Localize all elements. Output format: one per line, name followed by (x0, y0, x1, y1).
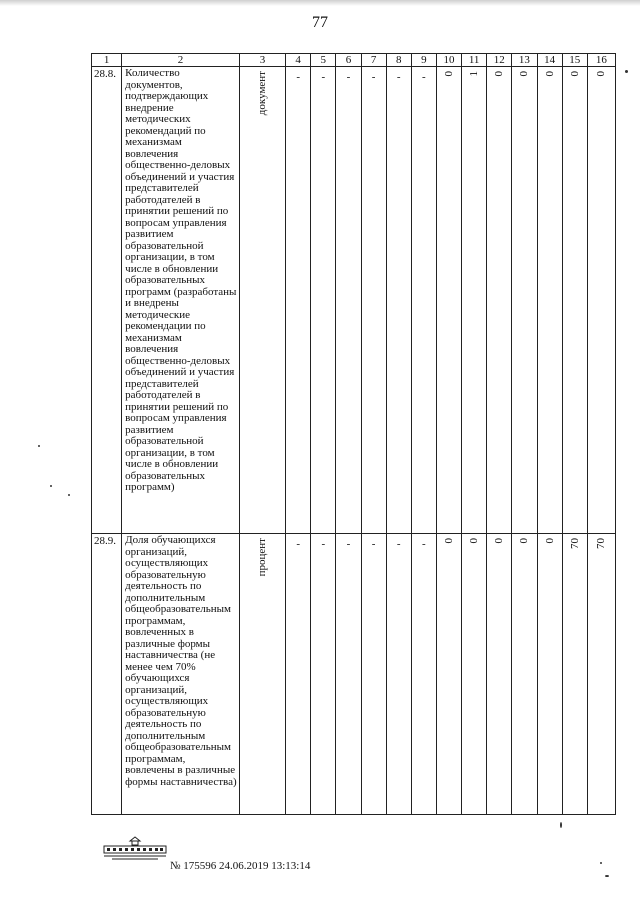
column-header: 14 (537, 54, 562, 67)
column-header: 13 (512, 54, 537, 67)
value-cell (562, 67, 587, 534)
row-unit: документ (256, 71, 269, 116)
value-cell (537, 534, 562, 815)
row-value: - (371, 538, 376, 550)
scan-speck (68, 494, 70, 496)
column-header: 2 (122, 54, 240, 67)
column-header: 10 (436, 54, 461, 67)
column-header: 4 (286, 54, 311, 67)
value-cell (462, 67, 487, 534)
unit-cell (239, 67, 285, 534)
value-cell (587, 67, 615, 534)
column-header: 16 (587, 54, 615, 67)
row-number: 28.8. (92, 67, 122, 534)
row-value: 0 (468, 538, 481, 544)
scan-speck (50, 485, 52, 487)
column-header: 12 (487, 54, 512, 67)
value-cell (386, 534, 411, 815)
row-value: - (346, 71, 351, 83)
row-value: - (371, 71, 376, 83)
value-cell (286, 67, 311, 534)
column-header: 15 (562, 54, 587, 67)
value-cell (462, 534, 487, 815)
value-cell (436, 67, 461, 534)
row-description: Количество документов, подтверждающих внедрение методических рекомендаций по механизмам вовлечения общественно-деловых объединений и участия представителей работодателей в принятии решений по вопросам управления развитием образовательной организации, в том числе в обновлении образовательных программ (разработаны и внедрены методические рекомендации по механизмам вовлечения общественно-деловых объединений и участия представителей работодателей в принятии решений по вопросам управления развитием образовательной организации, в том числе в обновлении образовательных программ) (122, 67, 240, 534)
row-value: 0 (518, 538, 531, 544)
value-cell (336, 534, 361, 815)
row-value: 70 (595, 538, 608, 549)
value-cell (487, 534, 512, 815)
data-table (91, 53, 616, 815)
table-row (92, 534, 616, 815)
column-header: 1 (92, 54, 122, 67)
value-cell (286, 534, 311, 815)
value-cell (587, 534, 615, 815)
value-cell (411, 67, 436, 534)
scan-speck (38, 445, 40, 447)
value-cell (512, 67, 537, 534)
footer-emblem (102, 835, 168, 863)
row-value: 0 (595, 71, 608, 77)
row-value: - (321, 538, 326, 550)
unit-cell (239, 534, 285, 815)
row-value: 0 (443, 71, 455, 77)
value-cell (361, 534, 386, 815)
row-value: 0 (568, 71, 581, 77)
value-cell (487, 67, 512, 534)
column-header: 11 (462, 54, 487, 67)
value-cell (537, 67, 562, 534)
registration-stamp-text: № 175596 24.06.2019 13:13:14 (170, 860, 311, 872)
column-header: 7 (361, 54, 386, 67)
row-value: - (422, 538, 426, 550)
row-value: 1 (468, 71, 481, 77)
row-value: - (296, 538, 300, 550)
column-header: 6 (336, 54, 361, 67)
scan-speck (605, 875, 609, 877)
column-header: 9 (411, 54, 436, 67)
row-value: 0 (543, 538, 556, 544)
row-value: - (296, 71, 300, 83)
page-number: 77 (312, 14, 328, 31)
row-value: 0 (543, 71, 556, 77)
value-cell (336, 67, 361, 534)
scan-speck (560, 822, 562, 828)
registration-stamp-icon (102, 835, 168, 863)
row-value: 70 (568, 538, 581, 549)
row-value: - (422, 71, 426, 83)
value-cell (436, 534, 461, 815)
scan-speck (625, 70, 628, 73)
row-value: 0 (493, 71, 506, 77)
value-cell (311, 534, 336, 815)
row-value: - (346, 538, 351, 550)
value-cell (512, 534, 537, 815)
row-unit: процент (256, 538, 269, 577)
row-value: - (396, 538, 401, 550)
value-cell (386, 67, 411, 534)
scan-speck (600, 862, 602, 864)
row-value: - (321, 71, 326, 83)
row-value: - (396, 71, 401, 83)
value-cell (411, 534, 436, 815)
value-cell (311, 67, 336, 534)
table-header-row (92, 54, 616, 67)
column-header: 3 (239, 54, 285, 67)
row-value: 0 (518, 71, 531, 77)
column-header: 8 (386, 54, 411, 67)
table-row (92, 67, 616, 534)
row-value: 0 (443, 538, 455, 544)
value-cell (361, 67, 386, 534)
column-header: 5 (311, 54, 336, 67)
row-number: 28.9. (92, 534, 122, 815)
value-cell (562, 534, 587, 815)
scan-edge (0, 0, 640, 6)
row-value: 0 (493, 538, 506, 544)
row-description: Доля обучающихся организаций, осуществляющих образовательную деятельность по дополнительным общеобразовательным программам, вовлеченных в различные формы наставничества (не менее чем 70% обучающихся организаций, осуществляющих образовательную деятельность по дополнительным общеобразовательным программам, вовлечены в различные формы наставничества) (122, 534, 240, 815)
